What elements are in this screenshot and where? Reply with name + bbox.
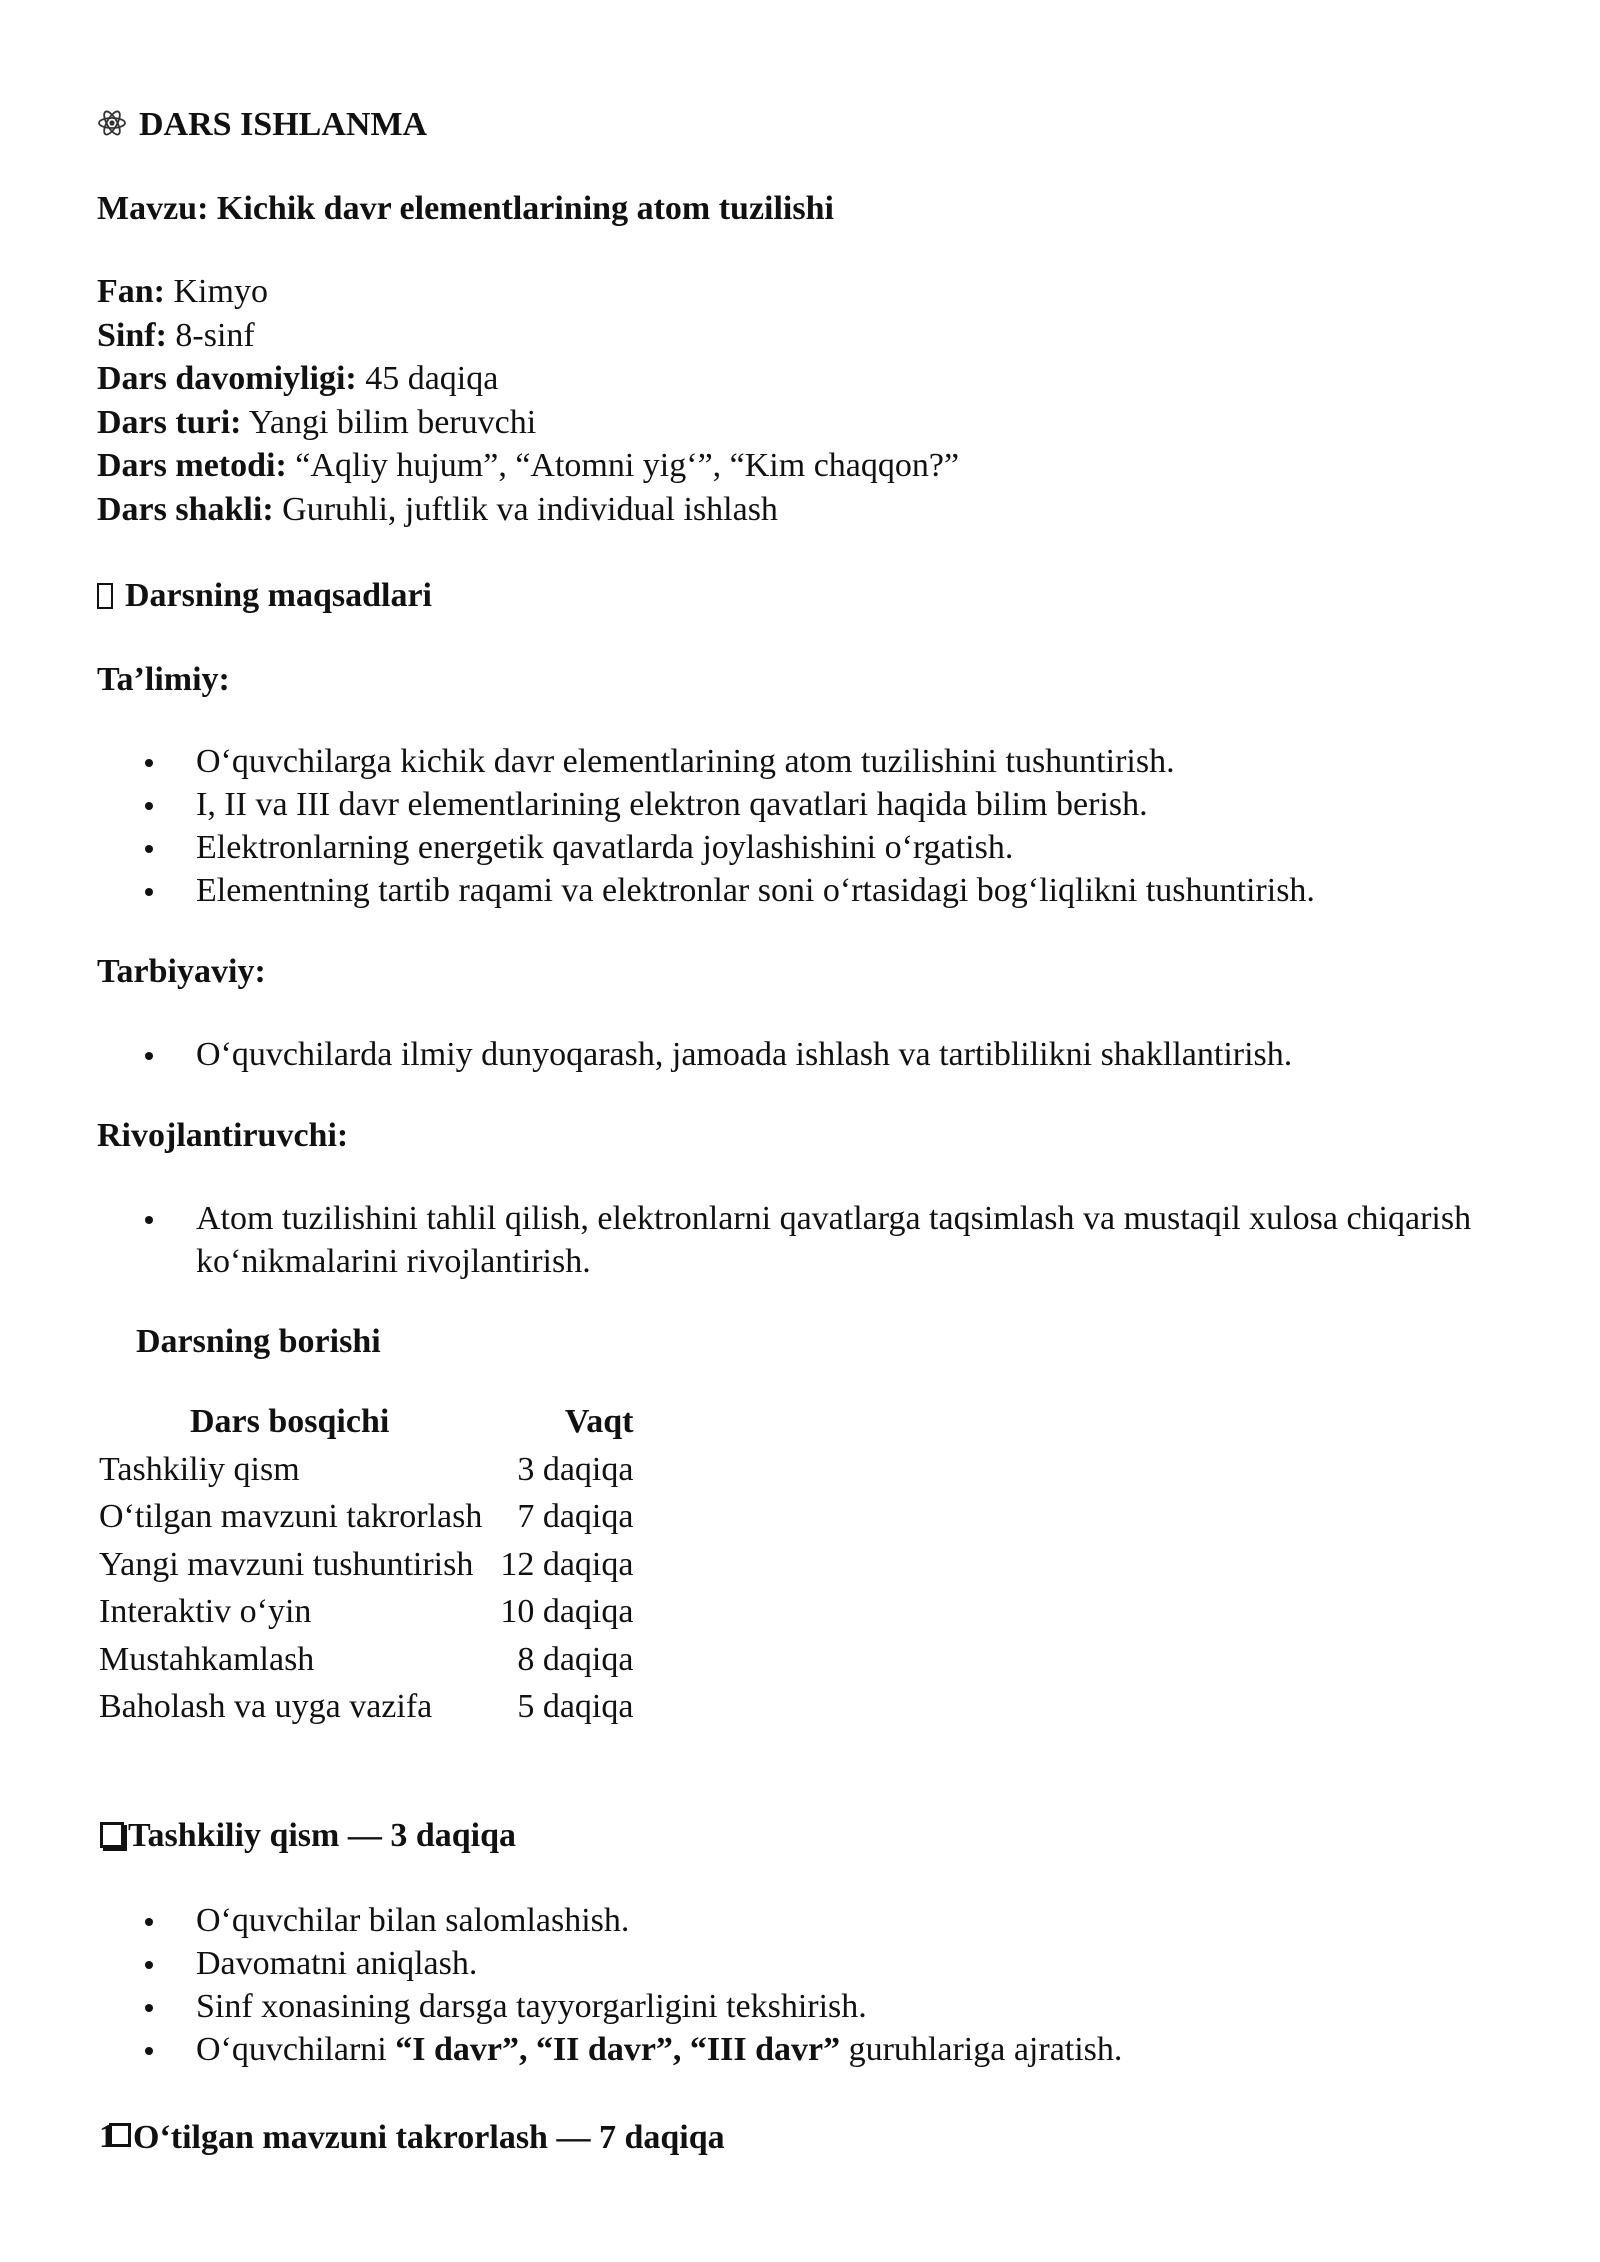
info-sinf	[97, 314, 959, 358]
title-text: DARS ISHLANMA	[139, 106, 428, 143]
section-2-heading	[99, 2116, 725, 2159]
section-1-heading-text: Tashkiliy qism — 3 daqiqa	[128, 1817, 517, 1854]
table-row	[97, 1541, 633, 1589]
list-item: O‘quvchilarga kichik davr elementlarining atom tuzilishini tushuntirish.	[0, 740, 1315, 783]
time-cell: 12 daqiqa	[500, 1545, 634, 1583]
list-item: I, II va III davr elementlarining elektron qavatlari haqida bilim berish.	[0, 783, 1315, 826]
rivojlantiruvchi-list	[0, 1197, 1496, 1283]
list-item: Sinf xonasining darsga tayyorgarligini tekshirish.	[0, 1985, 1122, 2028]
talimiy-heading: Ta’limiy:	[97, 661, 230, 698]
time-cell: 8 daqiqa	[517, 1640, 634, 1678]
goals-heading	[97, 574, 432, 617]
lesson-stages-table	[97, 1398, 633, 1731]
stage-cell: Yangi mavzuni tushuntirish	[99, 1545, 474, 1583]
section-1-heading	[100, 1814, 516, 1857]
time-cell: 10 daqiqa	[500, 1593, 634, 1630]
topic-value: Kichik davr elementlarining atom tuzilishi	[216, 190, 834, 227]
missing-glyph-icon	[97, 583, 113, 609]
stage-cell: O‘tilgan mavzuni takrorlash	[99, 1498, 483, 1535]
column-header-time: Vaqt	[564, 1403, 634, 1440]
checkbox-icon	[100, 1822, 124, 1848]
list-item: O‘quvchilarda ilmiy dunyoqarash, jamoada ishlash va tartiblilikni shakllantirish.	[0, 1033, 1292, 1076]
info-value: Kimyo	[173, 273, 268, 310]
lesson-info	[97, 270, 959, 532]
info-form	[97, 488, 959, 532]
time-cell: 5 daqiqa	[517, 1688, 634, 1725]
goals-heading-text: Darsning maqsadlari	[125, 577, 432, 614]
lesson-flow-heading: Darsning borishi	[136, 1323, 381, 1360]
list-item: Elektronlarning energetik qavatlarda joylashishini o‘rgatish.	[0, 826, 1315, 869]
tarbiyaviy-list	[0, 1033, 1292, 1076]
stage-cell: Interaktiv o‘yin	[99, 1593, 312, 1630]
table-row	[97, 1683, 633, 1731]
info-value: 45 daqiqa	[365, 360, 499, 398]
talimiy-list	[0, 740, 1315, 912]
table-row	[97, 1493, 633, 1541]
info-value: 8-sinf	[175, 316, 255, 354]
stage-cell: Tashkiliy qism	[99, 1450, 300, 1488]
table-row	[97, 1588, 633, 1636]
info-label: Fan:	[97, 273, 165, 310]
info-value: “Aqliy hujum”, “Atomni yig‘”, “Kim chaqqon?”	[295, 447, 960, 485]
info-duration	[97, 357, 959, 401]
atom-icon	[97, 108, 127, 138]
info-label: Sinf:	[97, 316, 167, 354]
list-item: O‘quvchilar bilan salomlashish.	[0, 1899, 1122, 1942]
list-item-text: Atom tuzilishini tahlil qilish, elektronlarni qavatlarga taqsimlash va mustaqil xulosa chiqarish ko‘nikmalarini rivojlantirish.	[196, 1200, 1472, 1280]
list-item: Elementning tartib raqami va elektronlar soni o‘rtasidagi bog‘liqlikni tushuntirish.	[0, 869, 1315, 912]
column-header-stage: Dars bosqichi	[190, 1403, 390, 1440]
list-item	[0, 1197, 1496, 1283]
page-title	[97, 103, 427, 146]
table-header-row	[97, 1398, 633, 1446]
numbered-box-icon	[99, 2118, 133, 2155]
info-label: Dars metodi:	[97, 447, 287, 485]
item-bold: “I davr”, “II davr”, “III davr”	[395, 2031, 841, 2068]
item-prefix: O‘quvchilarni	[196, 2031, 396, 2068]
info-label: Dars turi:	[97, 403, 242, 441]
section-1-list	[0, 1899, 1122, 2071]
section-2-heading-text: O‘tilgan mavzuni takrorlash — 7 daqiqa	[133, 2119, 725, 2156]
info-type	[97, 401, 959, 445]
info-fan	[97, 270, 959, 314]
tarbiyaviy-heading: Tarbiyaviy:	[97, 953, 266, 990]
info-method	[97, 444, 959, 488]
list-item: Davomatni aniqlash.	[0, 1942, 1122, 1985]
info-value: Guruhli, juftlik va individual ishlash	[282, 490, 778, 528]
topic-line	[97, 187, 834, 230]
table-row	[97, 1636, 633, 1684]
time-cell: 3 daqiqa	[517, 1450, 634, 1488]
stage-cell: Baholash va uyga vazifa	[99, 1688, 433, 1725]
topic-label: Mavzu:	[97, 190, 209, 227]
info-value: Yangi bilim beruvchi	[248, 403, 537, 441]
info-label: Dars davomiyligi:	[97, 360, 357, 398]
section-number: 1	[99, 2118, 116, 2155]
time-cell: 7 daqiqa	[517, 1498, 634, 1535]
stage-cell: Mustahkamlash	[99, 1640, 315, 1678]
item-suffix: guruhlariga ajratish.	[840, 2031, 1123, 2068]
rivojlantiruvchi-heading: Rivojlantiruvchi:	[97, 1117, 349, 1154]
list-item	[0, 2028, 1122, 2071]
info-label: Dars shakli:	[97, 490, 274, 528]
box-outline	[109, 2123, 131, 2147]
table-row	[97, 1446, 633, 1494]
